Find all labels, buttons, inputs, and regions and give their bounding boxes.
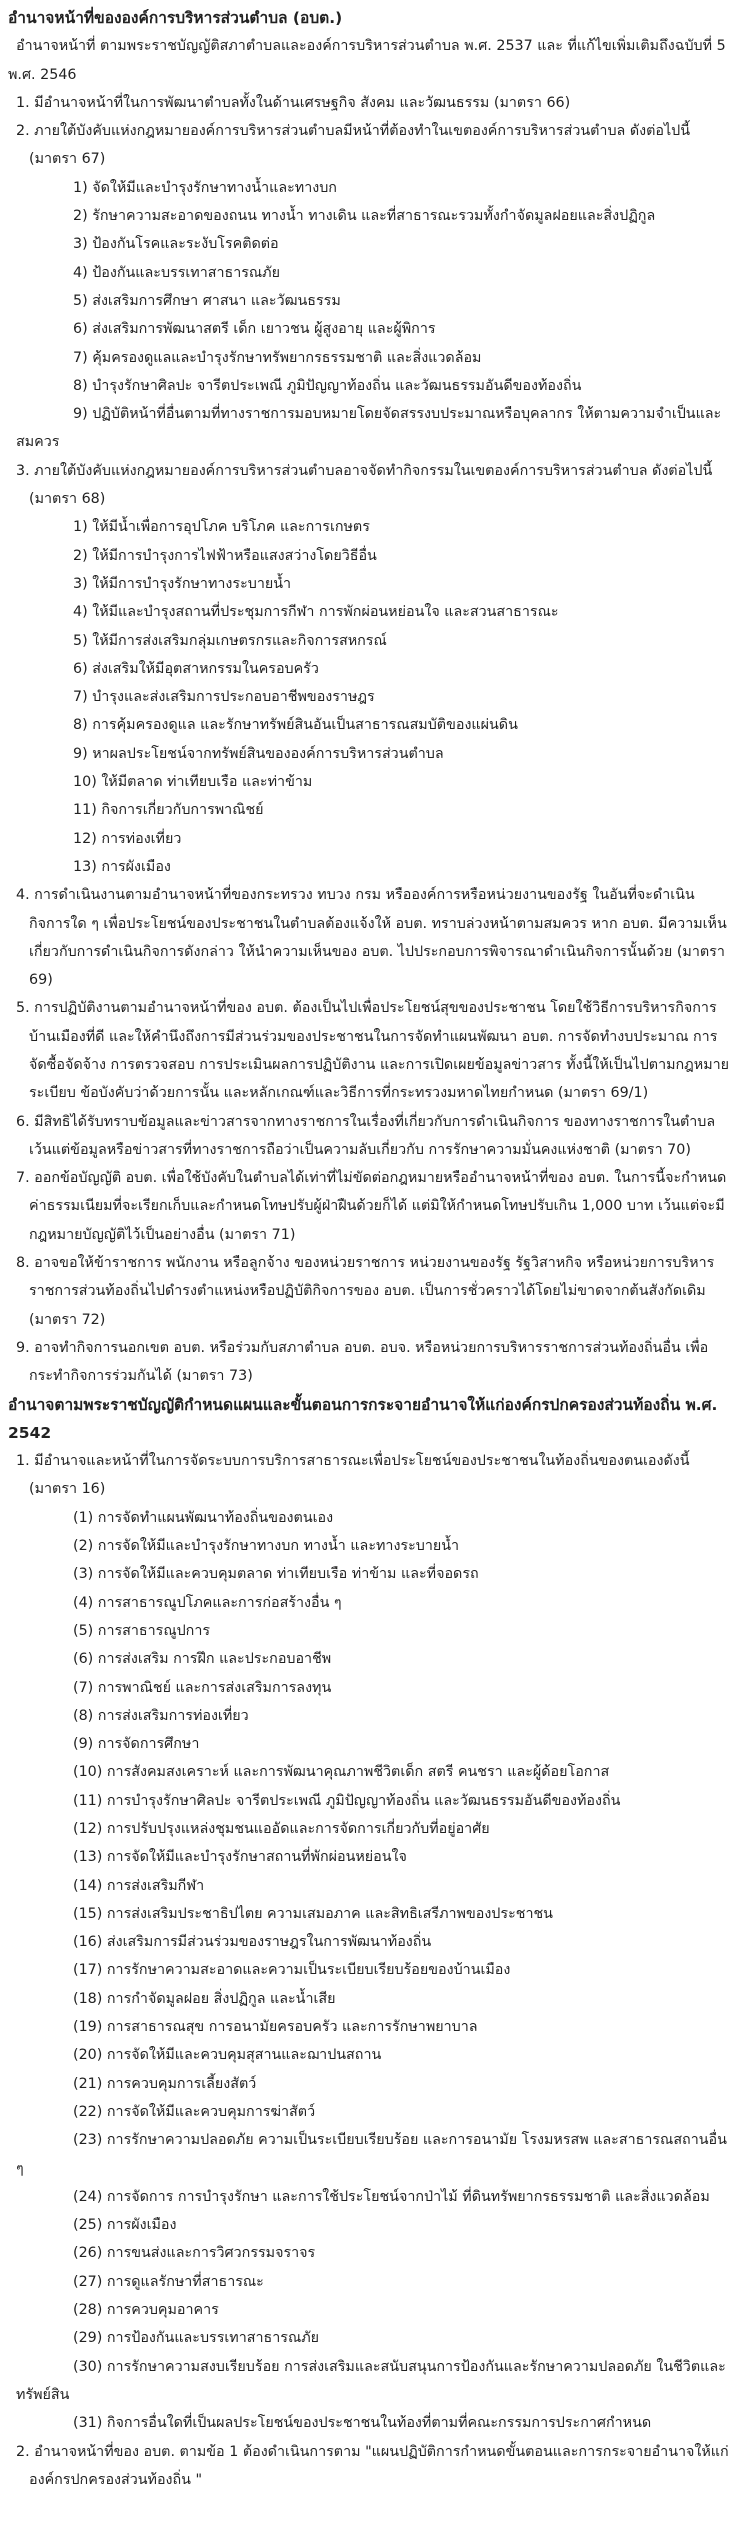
sub-list-item: 10) ให้มีตลาด ท่าเทียบเรือ และท่าข้าม [73, 774, 313, 791]
sub-list-item: (28) การควบคุมอาคาร [73, 2302, 219, 2319]
sub-list-item: (3) การจัดให้มีและควบคุมตลาด ท่าเทียบเรือ ท่าข้าม และที่จอดรถ [73, 1566, 479, 1583]
list-item: 7. ออกข้อบัญญัติ อบต. เพื่อใช้บังคับในตำบลได้เท่าที่ไม่ขัดต่อกฎหมายหรืออำนาจหน้าที่ของ อบต. ในการนี้จะกำหนดค่าธรรมเนียมที่จะเรียกเก็บและกำหนดโทษปรับผู้ฝ่าฝืนด้วยก็ได้ แต่มิให้กำหนดโทษปรับเกิน 1,000 บาท เว้นแต่จะมีกฎหมายบัญญัติไว้เป็นอย่างอื่น (มาตรา 71) [16, 1170, 727, 1243]
section-heading: อำนาจหน้าที่ขององค์การบริหารส่วนตำบล (อบต.) [8, 9, 343, 27]
sub-list-item: (12) การปรับปรุงแหล่งชุมชนแออัดและการจัดการเกี่ยวกับที่อยู่อาศัย [73, 1821, 490, 1837]
sub-list-item: (21) การควบคุมการเลี้ยงสัตว์ [73, 2075, 257, 2092]
sub-list-item: (1) การจัดทำแผนพัฒนาท้องถิ่นของตนเอง [73, 1509, 334, 1526]
sub-list-item: (11) การบำรุงรักษาศิลปะ จารีตประเพณี ภูมิปัญญาท้องถิ่น และวัฒนธรรมอันดีของท้องถิ่น [73, 1792, 621, 1809]
sub-list-item: 5) ให้มีการส่งเสริมกลุ่มเกษตรกรและกิจการสหกรณ์ [73, 632, 387, 649]
sub-list-item: 2) ให้มีการบำรุงการไฟฟ้าหรือแสงสว่างโดยวิธีอื่น [73, 547, 377, 564]
sub-list-item: (6) การส่งเสริม การฝึก และประกอบอาชีพ [73, 1651, 332, 1668]
list-item: 9. อาจทำกิจการนอกเขต อบต. หรือร่วมกับสภาตำบล อบต. อบจ. หรือหน่วยการบริหารราชการส่วนท้องถิ่นอื่น เพื่อกระทำกิจการร่วมกันได้ (มาตรา 73) [16, 1339, 709, 1385]
sub-list-item: 8) การคุ้มครองดูแล และรักษาทรัพย์สินอันเป็นสาธารณสมบัติของแผ่นดิน [73, 717, 518, 734]
sub-list-item: (15) การส่งเสริมประชาธิปไตย ความเสมอภาค และสิทธิเสรีภาพของประชาชน [73, 1905, 553, 1922]
sub-list-item: 1) ให้มีน้ำเพื่อการอุปโภค บริโภค และการเกษตร [73, 519, 370, 536]
sub-list-item: 6) ส่งเสริมการพัฒนาสตรี เด็ก เยาวชน ผู้สูงอายุ และผู้พิการ [73, 321, 436, 338]
sub-list-item: (22) การจัดให้มีและควบคุมการฆ่าสัตว์ [73, 2103, 316, 2120]
sub-list-item: (9) การจัดการศึกษา [73, 1736, 200, 1753]
sub-list-item: (25) การผังเมือง [73, 2217, 177, 2234]
sub-list-item: (16) ส่งเสริมการมีส่วนร่วมของราษฎรในการพัฒนาท้องถิ่น [73, 1934, 432, 1951]
list-item: 2. อำนาจหน้าที่ของ อบต. ตามข้อ 1 ต้องดำเนินการตาม "แผนปฏิบัติการกำหนดขั้นตอนและการกระจายอำนาจให้แก่องค์กรปกครองส่วนท้องถิ่น " [16, 2443, 729, 2488]
sub-list-item: 5) ส่งเสริมการศึกษา ศาสนา และวัฒนธรรม [73, 292, 341, 309]
sub-list-item: 4) ให้มีและบำรุงสถานที่ประชุมการกีฬา การพักผ่อนหย่อนใจ และสวนสาธารณะ [73, 604, 559, 621]
sub-list-item: (13) การจัดให้มีและบำรุงรักษาสถานที่พักผ่อนหย่อนใจ [73, 1849, 407, 1866]
sub-list-item: 7) บำรุงและส่งเสริมการประกอบอาชีพของราษฎร [73, 689, 375, 706]
sub-list-item: 1) จัดให้มีและบำรุงรักษาทางน้ำและทางบก [73, 179, 337, 196]
sub-list-item: (4) การสาธารณูปโภคและการก่อสร้างอื่น ๆ [73, 1594, 342, 1611]
sub-list-item: (26) การขนส่งและการวิศวกรรมจราจร [73, 2245, 316, 2262]
list-item: 8. อาจขอให้ข้าราชการ พนักงาน หรือลูกจ้าง ของหน่วยราชการ หน่วยงานของรัฐ รัฐวิสาหกิจ หรือหน่วยการบริหารราชการส่วนท้องถิ่นไปดำรงตำแหน่งหรือปฏิบัติกิจการของ อบต. เป็นการชั่วคราวได้โดยไม่ขาดจากต้นสังกัดเดิม (มาตรา 72) [16, 1255, 715, 1328]
sub-list-item: 2) รักษาความสะอาดของถนน ทางน้ำ ทางเดิน และที่สาธารณะรวมทั้งกำจัดมูลฝอยและสิ่งปฏิกูล [73, 208, 656, 225]
section-intro: อำนาจหน้าที่ ตามพระราชบัญญัติสภาตำบลและองค์การบริหารส่วนตำบล พ.ศ. 2537 และ ที่แก้ไขเพิ่มเติมถึงฉบับที่ 5 พ.ศ. 2546 [8, 38, 726, 83]
section-heading: อำนาจตามพระราชบัญญัติกำหนดแผนและขั้นตอนการกระจายอำนาจให้แก่องค์กรปกครองส่วนท้องถิ่น พ.ศ. 2542 [8, 1395, 718, 1442]
sub-list-item: (20) การจัดให้มีและควบคุมสุสานและฌาปนสถาน [73, 2047, 382, 2064]
sub-list-item: (23) การรักษาความปลอดภัย ความเป็นระเบียบเรียบร้อย และการอนามัย โรงมหรสพ และสาธารณสถานอื่น ๆ [16, 2132, 727, 2177]
sub-list-item: 8) บำรุงรักษาศิลปะ จารีตประเพณี ภูมิปัญญาท้องถิ่น และวัฒนธรรมอันดีของท้องถิ่น [73, 377, 582, 394]
list-item: 1. มีอำนาจและหน้าที่ในการจัดระบบการบริการสาธารณะเพื่อประโยชน์ของประชาชนในท้องถิ่นของตนเองดังนี้ (มาตรา 16) [16, 1453, 690, 1498]
list-item: 1. มีอำนาจหน้าที่ในการพัฒนาตำบลทั้งในด้านเศรษฐกิจ สังคม และวัฒนธรรม (มาตรา 66) [16, 94, 571, 111]
list-item: 5. การปฏิบัติงานตามอำนาจหน้าที่ของ อบต. ต้องเป็นไปเพื่อประโยชน์สุขของประชาชน โดยใช้วิธีการบริหารกิจการบ้านเมืองที่ดี และให้คำนึงถึงการมีส่วนร่วมของประชาชนในการจัดทำแผนพัฒนา อบต. การจัดทำงบประมาณ การจัดซื้อจัดจ้าง การตรวจสอบ การประเมินผลการปฏิบัติงาน และการเปิดเผยข้อมูลข่าวสาร ทั้งนี้ให้เป็นไปตามกฎหมาย ระเบียบ ข้อบังคับว่าด้วยการนั้น และหลักเกณฑ์และวิธีการที่กระทรวงมหาดไทยกำหนด (มาตรา 69/1) [16, 1000, 730, 1102]
sub-list-item: 4) ป้องกันและบรรเทาสาธารณภัย [73, 264, 280, 281]
sub-list-item: (30) การรักษาความสงบเรียบร้อย การส่งเสริมและสนับสนุนการป้องกันและรักษาความปลอดภัย ในชีวิตและทรัพย์สิน [16, 2358, 726, 2403]
sub-list-item: (24) การจัดการ การบำรุงรักษา และการใช้ประโยชน์จากป่าไม้ ที่ดินทรัพยากรธรรมชาติ และสิ่งแวดล้อม [73, 2188, 710, 2205]
sub-list-item: (31) กิจการอื่นใดที่เป็นผลประโยชน์ของประชาชนในท้องที่ตามที่คณะกรรมการประกาศกำหนด [73, 2415, 652, 2432]
sub-list-item: 3) ให้มีการบำรุงรักษาทางระบายน้ำ [73, 575, 292, 592]
sub-list-item: (7) การพาณิชย์ และการส่งเสริมการลงทุน [73, 1679, 332, 1696]
sub-list-item: (10) การสังคมสงเคราะห์ และการพัฒนาคุณภาพชีวิตเด็ก สตรี คนชรา และผู้ด้อยโอกาส [73, 1764, 610, 1781]
list-item: 3. ภายใต้บังคับแห่งกฎหมายองค์การบริหารส่วนตำบลอาจจัดทำกิจกรรมในเขตองค์การบริหารส่วนตำบล ดังต่อไปนี้ (มาตรา 68) [16, 462, 713, 508]
list-item: 2. ภายใต้บังคับแห่งกฎหมายองค์การบริหารส่วนตำบลมีหน้าที่ต้องทำในเขตองค์การบริหารส่วนตำบล ดังต่อไปนี้ (มาตรา 67) [16, 123, 691, 168]
sub-list-item: (27) การดูแลรักษาที่สาธารณะ [73, 2273, 264, 2290]
sub-list-item: (8) การส่งเสริมการท่องเที่ยว [73, 1707, 249, 1724]
sub-list-item: (14) การส่งเสริมกีฬา [73, 1877, 205, 1894]
sub-list-item: (29) การป้องกันและบรรเทาสาธารณภัย [73, 2330, 320, 2347]
sub-list-item: (18) การกำจัดมูลฝอย สิ่งปฏิกูล และน้ำเสีย [73, 1990, 336, 2007]
sub-list-item: 3) ป้องกันโรคและระงับโรคติดต่อ [73, 236, 279, 253]
sub-list-item: (5) การสาธารณูปการ [73, 1622, 211, 1639]
sub-list-item: 13) การผังเมือง [73, 858, 171, 875]
sub-list-item: (17) การรักษาความสะอาดและความเป็นระเบียบเรียบร้อยของบ้านเมือง [73, 1962, 511, 1979]
sub-list-item: (19) การสาธารณสุข การอนามัยครอบครัว และการรักษาพยาบาล [73, 2019, 478, 2036]
sub-list-item: 6) ส่งเสริมให้มีอุตสาหกรรมในครอบครัว [73, 660, 319, 677]
sub-list-item: 11) กิจการเกี่ยวกับการพาณิชย์ [73, 802, 264, 819]
list-item: 6. มีสิทธิได้รับทราบข้อมูลและข่าวสารจากทางราชการในเรื่องที่เกี่ยวกับการดำเนินกิจการ ของทางราชการในตำบล เว้นแต่ข้อมูลหรือข่าวสารที่ทางราชการถือว่าเป็นความลับเกี่ยวกับ การรักษาความมั่นคงแห่งชาติ (มาตรา 70) [16, 1113, 716, 1158]
sub-list-item: 9) หาผลประโยชน์จากทรัพย์สินขององค์การบริหารส่วนตำบล [73, 745, 444, 762]
sub-list-item: (2) การจัดให้มีและบำรุงรักษาทางบก ทางน้ำ และทางระบายน้ำ [73, 1538, 460, 1555]
list-item: 4. การดำเนินงานตามอำนาจหน้าที่ของกระทรวง ทบวง กรม หรือองค์การหรือหน่วยงานของรัฐ ในอันที่จะดำเนินกิจการใด ๆ เพื่อประโยชน์ของประชาชนในตำบลต้องแจ้งให้ อบต. ทราบล่วงหน้าตามสมควร หาก อบต. มีความเห็นเกี่ยวกับการดำเนินกิจการดังกล่าว ให้นำความเห็นของ อบต. ไปประกอบการพิจารณาดำเนินกิจการนั้นด้วย (มาตรา 69) [16, 887, 727, 989]
sub-list-item: 9) ปฏิบัติหน้าที่อื่นตามที่ทางราชการมอบหมายโดยจัดสรรงบประมาณหรือบุคลากร ให้ตามความจำเป็นและสมควร [16, 406, 722, 451]
sub-list-item: 7) คุ้มครองดูแลและบำรุงรักษาทรัพยากรธรรมชาติ และสิ่งแวดล้อม [73, 349, 482, 366]
sub-list-item: 12) การท่องเที่ยว [73, 830, 182, 847]
